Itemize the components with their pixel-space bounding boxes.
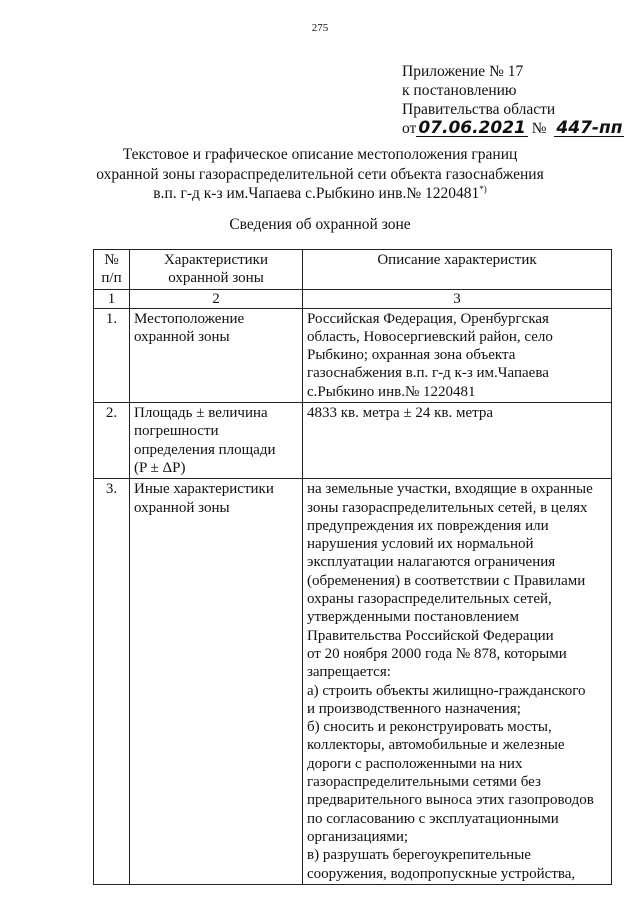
index-cell-2: 2 — [130, 289, 303, 308]
handwritten-date: 07.06.2021 — [418, 118, 526, 138]
protection-zone-table — [93, 249, 612, 885]
row-description: Российская Федерация, Оренбургская область, Новосергиевский район, село Рыбкино; охранная зона объекта газоснабжения в.п. г-д к-з им.Чапаева с.Рыбкино инв.№ 1220481 — [303, 308, 612, 402]
row-characteristic: Иные характеристики охранной зоны — [130, 479, 303, 885]
table-row — [94, 479, 612, 885]
row-description: 4833 кв. метра ± 24 кв. метра — [303, 403, 612, 479]
appendix-line-2: к постановлению — [402, 82, 517, 99]
footnote-mark: *) — [479, 183, 487, 194]
number-prefix: № — [531, 120, 547, 137]
date-prefix: от — [402, 120, 417, 137]
header-description: Описание характеристик — [303, 250, 612, 290]
row-characteristic: Местоположение охранной зоны — [130, 308, 303, 402]
handwritten-number: 447-пп — [556, 118, 623, 138]
row-number: 1. — [94, 308, 130, 402]
appendix-line-3: Правительства области — [402, 101, 556, 118]
table-index-row — [94, 289, 612, 308]
row-number: 3. — [94, 479, 130, 885]
appendix-header — [402, 62, 624, 138]
title-line-3-text: в.п. г-д к-з им.Чапаева с.Рыбкино инв.№ 1220481 — [153, 185, 480, 202]
table-header-row — [94, 250, 612, 290]
document-title — [0, 145, 640, 204]
header-characteristics: Характеристики охранной зоны — [130, 250, 303, 290]
title-line-1: Текстовое и графическое описание местоположения границ — [122, 146, 518, 163]
page-number: 275 — [311, 22, 329, 34]
index-cell-3: 3 — [303, 289, 612, 308]
table-row — [94, 403, 612, 479]
header-number: № п/п — [94, 250, 130, 290]
title-line-2: охранной зоны газораспределительной сети объекта газоснабжения — [96, 165, 544, 183]
appendix-line-1: Приложение № 17 — [402, 63, 524, 80]
section-subtitle: Сведения об охранной зоне — [229, 216, 411, 233]
title-line-3 — [0, 184, 640, 204]
row-description: на земельные участки, входящие в охранные зоны газораспределительных сетей, в целях предупреждения их повреждения или нарушения условий их нормальной эксплуатации налагаются ограничения (обременения) в соответствии с Правилами охраны газораспределительных сетей, утвержденными постановлением Правительства Российской Федерации от 20 ноября 2000 года № 878, которыми запрещается: а) строить объекты жилищно-гражданского и производственного назначения; б) сносить и реконструировать мосты, коллекторы, автомобильные и железные дороги с расположенными на них газораспределительными сетями без предварительного выноса этих газопроводов по согласованию с эксплуатационными организациями; в) разрушать берегоукрепительные сооружения, водопропускные устройства, — [303, 479, 612, 885]
index-cell-1: 1 — [94, 289, 130, 308]
table-row — [94, 308, 612, 402]
appendix-date-line — [402, 119, 624, 138]
row-number: 2. — [94, 403, 130, 479]
row-characteristic: Площадь ± величина погрешности определения площади (P ± ΔP) — [130, 403, 303, 479]
